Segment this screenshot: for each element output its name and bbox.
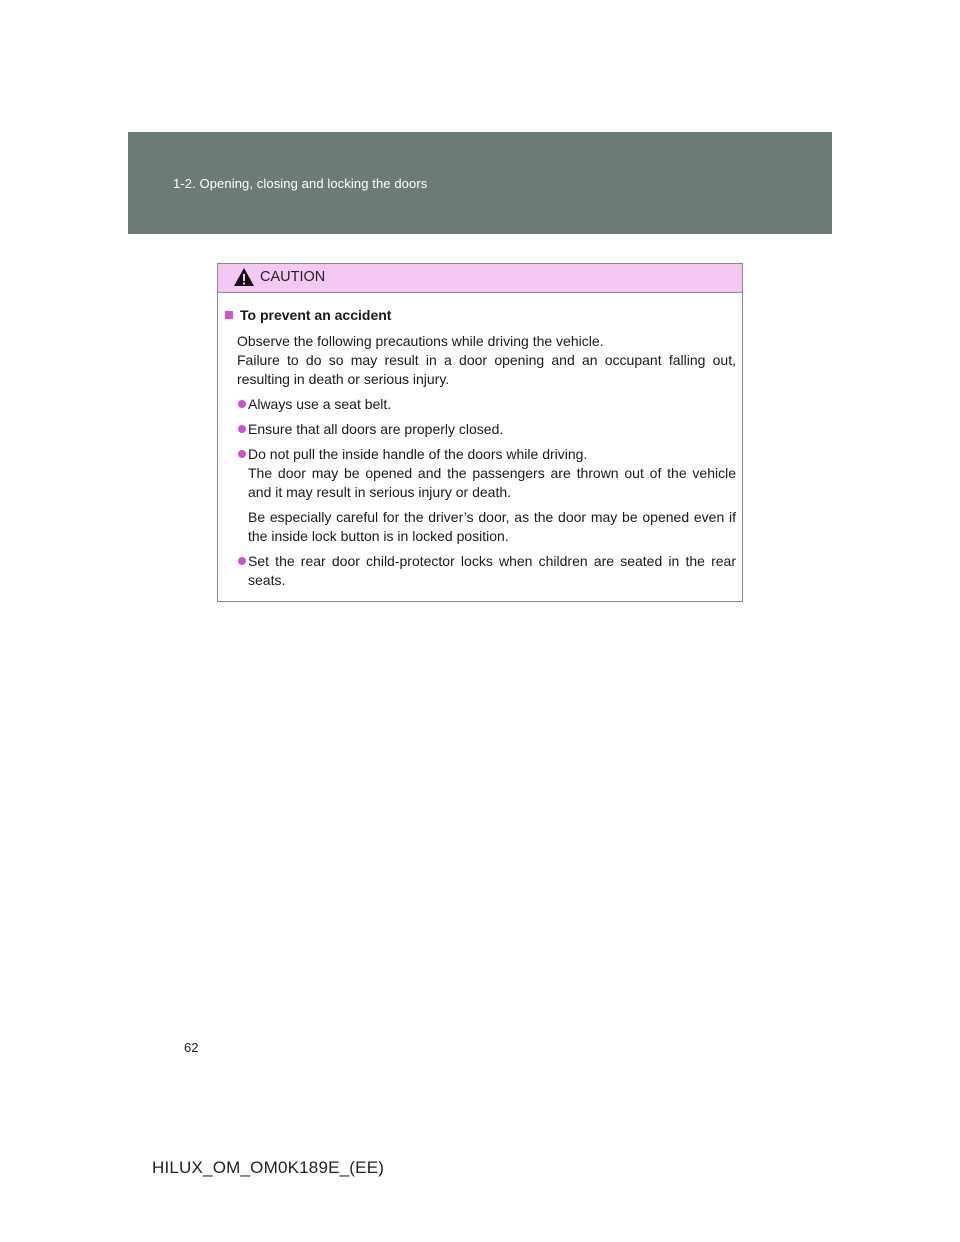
list-item	[224, 395, 736, 414]
list-item-text: Always use a seat belt.	[248, 396, 392, 412]
list-item	[224, 552, 736, 590]
driver-door-note: Be especially careful for the driver’s door, as the door may be opened even if the inside lock button is in locked position.	[248, 509, 736, 544]
caution-body	[218, 293, 742, 590]
intro-line-1: Observe the following precautions while driving the vehicle.	[237, 333, 604, 349]
round-bullet-icon	[238, 400, 246, 408]
list-item	[224, 445, 736, 502]
section-title: 1-2. Opening, closing and locking the doors	[173, 176, 428, 191]
caution-header	[218, 264, 742, 293]
warning-triangle-icon	[233, 267, 255, 287]
list-item	[224, 420, 736, 439]
intro-line-2: Failure to do so may result in a door opening and an occupant falling out, resulting in death or serious injury.	[237, 352, 736, 387]
page-number: 62	[184, 1040, 199, 1055]
caution-label: CAUTION	[260, 269, 326, 285]
round-bullet-icon	[238, 425, 246, 433]
list-item-subtext: The door may be opened and the passengers are thrown out of the vehicle and it may result in serious injury or death.	[248, 465, 736, 500]
list-item-text: Do not pull the inside handle of the doors while driving.	[248, 446, 588, 462]
caution-heading-text: To prevent an accident	[240, 307, 392, 323]
round-bullet-icon	[238, 557, 246, 565]
list-item-text: Ensure that all doors are properly closed.	[248, 421, 504, 437]
document-code: HILUX_OM_OM0K189E_(EE)	[152, 1158, 385, 1177]
header-band	[128, 132, 832, 234]
list-item-text: Set the rear door child-protector locks when children are seated in the rear seats.	[248, 553, 736, 588]
caution-heading	[224, 306, 736, 325]
square-bullet-icon	[225, 311, 233, 319]
intro-paragraph	[224, 332, 736, 389]
caution-box	[217, 263, 743, 602]
round-bullet-icon	[238, 450, 246, 458]
